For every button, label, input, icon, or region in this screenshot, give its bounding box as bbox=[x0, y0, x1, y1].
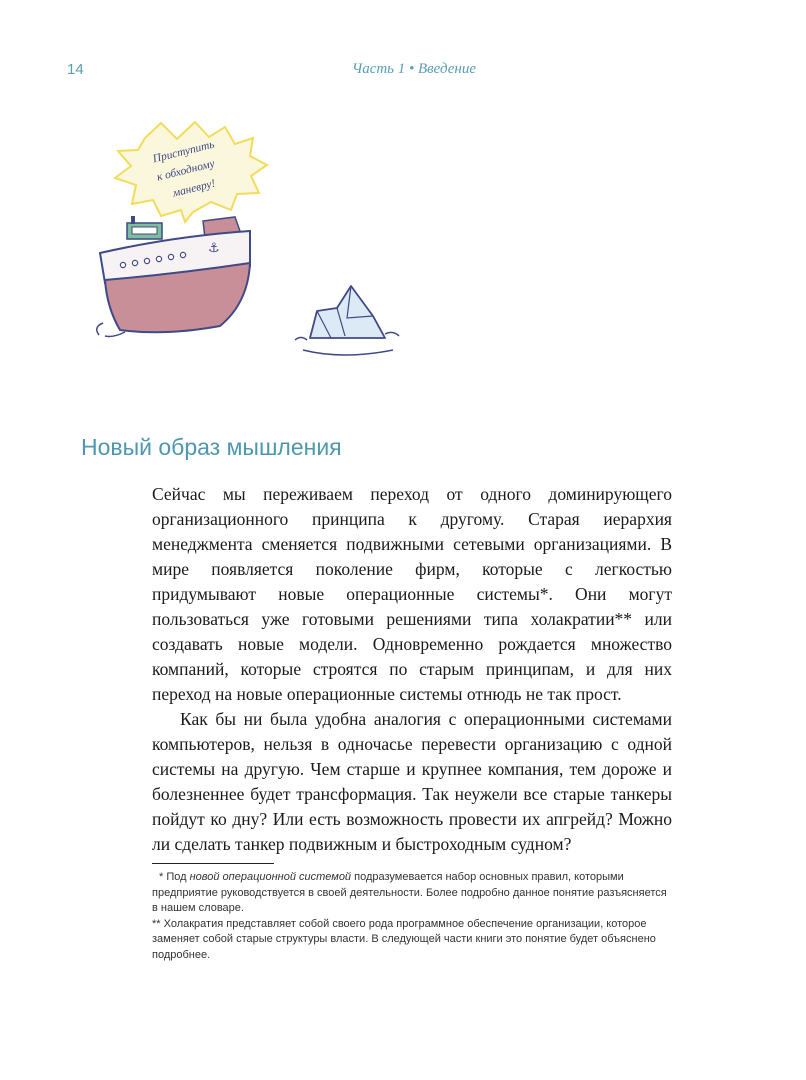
body-text bbox=[152, 482, 672, 857]
speech-bubble-line: к обходному bbox=[155, 157, 216, 184]
running-head: Часть 1 • Введение bbox=[351, 61, 476, 77]
footnotes bbox=[152, 870, 672, 963]
footnote-2: ** Холакратия представляет собой своего рода программное обеспечение организации, которое заменяет собой старые структуры власти. В следующей части книги это понятие будет объяснено подробнее. bbox=[152, 917, 656, 961]
footnote-1 bbox=[152, 870, 672, 917]
section-title: Новый образ мышления bbox=[81, 434, 342, 460]
footnote-1-emphasis: новой операционной системой bbox=[189, 871, 352, 883]
speech-bubble-line: маневру! bbox=[171, 177, 217, 200]
ship-mast bbox=[131, 216, 135, 224]
anchor-icon: ⚓ bbox=[208, 241, 220, 256]
iceberg bbox=[295, 286, 399, 355]
footnote-divider bbox=[152, 863, 274, 864]
page-number: 14 bbox=[67, 61, 84, 78]
ship bbox=[97, 216, 250, 337]
speech-bubble-line: Приступить bbox=[151, 138, 216, 166]
ship-iceberg-illustration bbox=[85, 118, 415, 388]
footnote-1-prefix: * Под bbox=[159, 871, 190, 883]
footnote-1-text: подразумевается набор основных правил, которыми предприятие руководствуется в своей деятельности. Более подробно данное понятие разъясняется в нашем словаре. bbox=[152, 871, 667, 914]
paragraph: Сейчас мы переживаем переход от одного доминирующего организационного принципа к другому. Старая иерархия менеджмента сменяется подвижными сетевыми организациями. В мире появляется поколение фирм, которые с легкостью придумывают новые операционные системы*. Они могут пользоваться уже готовыми решениями типа холакратии** или создавать новые модели. Одновременно рождается множество компаний, которые строятся по старым принципам, и для них переход на новые операционные системы отнюдь не так прост. bbox=[152, 484, 672, 704]
ship-cabin-windows bbox=[132, 227, 157, 234]
paragraph: Как бы ни была удобна аналогия с операционными системами компьютеров, нельзя в одночасье перевести организацию с одной системы на другую. Чем старше и крупнее компания, тем дороже и болезненнее будет трансформация. Так неужели все старые танкеры пойдут ко дну? Или есть возможность провести их апгрейд? Можно ли сделать танкер подвижным и быстроходным судном? bbox=[152, 709, 672, 854]
